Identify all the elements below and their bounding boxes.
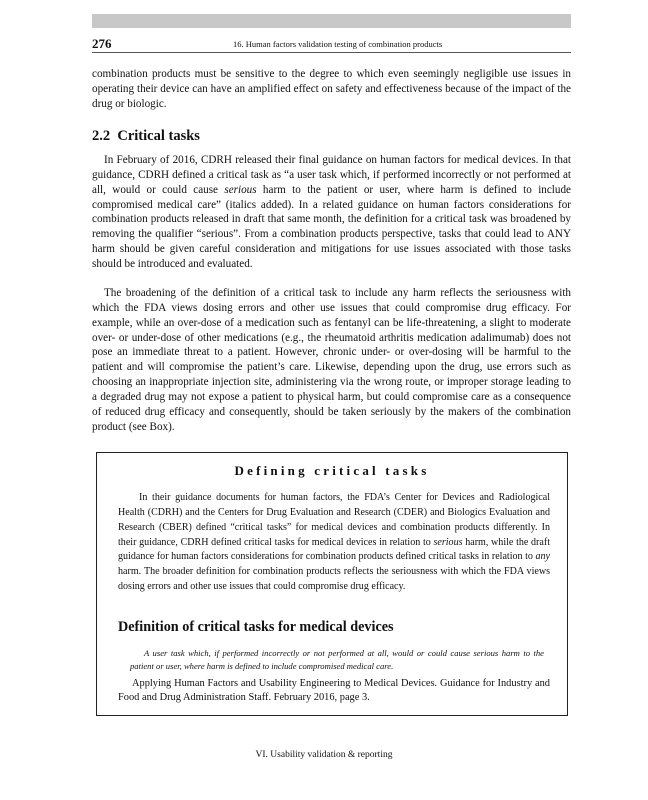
emphasis-serious: serious	[433, 536, 463, 548]
box-text: harm. The broader definition for combination products reflects the seriousness with which the FDA views dosing errors and other use issues that could compromise drug efficacy.	[118, 566, 550, 593]
intro-paragraph: combination products must be sensitive to the degree to which even seemingly negligible use issues in operating their device can have an amplified effect on safety and effectiveness because of the impact of the drug or biologic.	[92, 68, 571, 110]
page-number: 276	[92, 36, 112, 51]
section-paragraph-2: The broadening of the definition of a critical task to include any harm reflects the seriousness with which the FDA views dosing errors and other use issues that could compromise drug efficacy. For example, while an over-dose of a medication such as fentanyl can be life-threatening, a slight to moderate over- or under-dose of other medications (e.g., the rheumatoid arthritis medication adalimumab) does not pose an immediate threat to a patient. However, chronic under- or over-dosing will be harmful to the patient and will compromise the patient’s care. Likewise, depending upon the drug, use errors such as choosing an inappropriate injection site, administering via the wrong route, or improper storage leading to a degraded drug may not expose a patient to physical harm, but could compromise care as a consequence of reduced drug efficacy and consequently, should be taken seriously by the makers of the combination product (see Box).	[92, 287, 571, 433]
section-heading	[92, 128, 200, 145]
definition-source: Applying Human Factors and Usability Engineering to Medical Devices. Guidance for Industry and Food and Drug Administration Staff. February 2016, page 3.	[118, 678, 550, 704]
emphasis-serious: serious	[224, 183, 257, 196]
box-subheading: Definition of critical tasks for medical devices	[118, 619, 394, 635]
page-footer: VI. Usability validation & reporting	[255, 750, 393, 760]
box-paragraph	[118, 491, 550, 595]
section-title: Critical tasks	[117, 128, 200, 144]
box-title: Defining critical tasks	[234, 463, 430, 478]
paragraph-text: In February of 2016, CDRH released their final guidance on human factors for medical devices. In that guidance, CDRH defined a critical task as “a user task which, if performed incorrectly or not performed at all, would or could cause	[92, 154, 571, 196]
box-text: In their guidance documents for human factors, the FDA’s Center for Devices and Radiological Health (CDRH) and the Centers for Drug Evaluation and Research (CDER) and Biologics Evaluation and Research (CBER) defined “critical tasks” for medical devices and combination products differently. In their guidance, CDRH defined critical tasks for medical devices in relation to	[118, 492, 550, 548]
section-paragraph-1	[92, 153, 571, 272]
running-head	[92, 34, 571, 53]
definition-quote: A user task which, if performed incorrectly or not performed at all, would or could cause serious harm to the patient or user, where harm is defined to include compromised medical care.	[130, 648, 544, 671]
chapter-title: 16. Human factors validation testing of combination products	[233, 39, 443, 49]
paragraph-text: harm to the patient or user, where harm is defined to include compromised medical care” (italics added). In a related guidance on human factors considerations for combination products released in draft that same month, the definition for a critical task was broadened by removing the qualifier “serious”. From a combination products perspective, tasks that could lead to ANY harm should be given careful consideration and mitigations for use issues associated with those tasks should be introduced and evaluated.	[92, 183, 571, 270]
header-shading-bar	[92, 14, 571, 28]
emphasis-any: any	[535, 551, 550, 563]
defining-critical-tasks-box	[96, 452, 568, 716]
section-number: 2.2	[92, 128, 111, 144]
box-text: harm, while the draft guidance for human factors considerations for combination products defined critical tasks in relation to	[118, 536, 551, 563]
